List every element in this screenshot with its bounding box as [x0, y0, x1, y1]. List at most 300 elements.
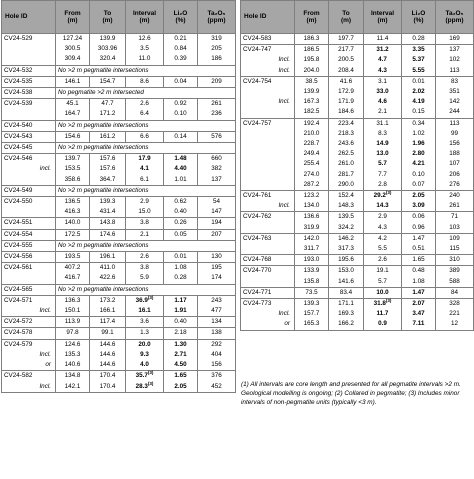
- from-cell: 113.9: [56, 317, 90, 328]
- li2o-cell: 0.28: [402, 34, 436, 45]
- hole-id-cell: [2, 273, 56, 284]
- interval-cell: 17.9: [126, 154, 164, 165]
- interval-cell: 5.7: [364, 277, 402, 288]
- table-row: [241, 149, 474, 159]
- hole-id-cell: CV24-579: [2, 339, 56, 350]
- hole-id-cell: CV24-549: [2, 185, 56, 196]
- to-cell: 217.7: [329, 45, 364, 56]
- ta2o5-cell: 351: [436, 87, 474, 97]
- interval-cell: 8.6: [126, 76, 164, 87]
- table-row: [241, 55, 474, 65]
- hole-id-cell: or: [2, 360, 56, 371]
- from-cell: 274.0: [295, 170, 329, 180]
- from-cell: 164.7: [56, 109, 90, 120]
- li2o-cell: 0.39: [164, 54, 198, 65]
- li2o-cell: 0.92: [164, 99, 198, 110]
- hole-id-cell: CV24-571: [2, 295, 56, 306]
- interval-cell: 10.0: [364, 287, 402, 298]
- hole-id-cell: [241, 159, 295, 169]
- interval-header: Interval (m): [126, 1, 164, 34]
- table-row: [241, 180, 474, 191]
- li2o-cell: 0.40: [164, 207, 198, 218]
- hole-id-cell: Incl.: [241, 66, 295, 77]
- ta2o5-cell: 206: [436, 170, 474, 180]
- li2o-cell: 1.48: [164, 154, 198, 165]
- interval-cell: 2.9: [126, 197, 164, 208]
- from-cell: 127.24: [56, 34, 90, 45]
- li2o-cell: 0.28: [164, 273, 198, 284]
- li2o-cell: 4.19: [402, 97, 436, 107]
- li2o-cell: 1.01: [164, 175, 198, 186]
- from-cell: 157.7: [295, 309, 329, 319]
- hole-id-cell: CV24-561: [2, 263, 56, 274]
- note-cell: No >2 m pegmatite intersections: [56, 120, 236, 131]
- hole-id-cell: Incl.: [2, 306, 56, 317]
- note-cell: No >2 m pegmatite intersections: [56, 185, 236, 196]
- from-cell: 249.4: [295, 149, 329, 159]
- to-cell: 171.2: [90, 109, 126, 120]
- table-row: [241, 223, 474, 234]
- from-cell: 416.3: [56, 207, 90, 218]
- ta2o5-cell: 12: [436, 319, 474, 330]
- from-cell: 135.8: [295, 277, 329, 288]
- interval-cell: 7.7: [364, 170, 402, 180]
- ta2o5-cell: 188: [436, 149, 474, 159]
- ta2o5-cell: 236: [198, 109, 236, 120]
- ta2o5-cell: 169: [436, 34, 474, 45]
- table-row: [241, 244, 474, 255]
- interval-cell: 5.5: [364, 244, 402, 255]
- to-cell: 139.9: [90, 34, 126, 45]
- to-cell: 261.0: [329, 159, 364, 169]
- to-cell: 208.4: [329, 66, 364, 77]
- to-cell: 422.6: [90, 273, 126, 284]
- from-header: From (m): [295, 1, 329, 34]
- table-row: [2, 382, 236, 393]
- to-cell: 184.6: [329, 107, 364, 118]
- ta2o5-cell: 156: [436, 139, 474, 149]
- hole-id-cell: CV24-550: [2, 197, 56, 208]
- table-row: [2, 295, 236, 306]
- to-cell: 148.3: [329, 201, 364, 212]
- table-row: [2, 350, 236, 360]
- to-cell: 161.2: [90, 131, 126, 142]
- ta2o5-header: Ta₂O₅ (ppm): [436, 1, 474, 34]
- hole-id-cell: [241, 277, 295, 288]
- note-cell: No pegmatite >2 m intersected: [56, 88, 236, 99]
- from-header: From (m): [56, 1, 90, 34]
- ta2o5-header: Ta₂O₅ (ppm): [198, 1, 236, 34]
- table-row: [2, 263, 236, 274]
- to-cell: 195.6: [329, 255, 364, 266]
- hole-id-cell: CV24-582: [2, 371, 56, 382]
- hole-id-cell: CV24-532: [2, 65, 56, 76]
- to-cell: 317.3: [329, 244, 364, 255]
- interval-cell: 2.6: [364, 255, 402, 266]
- ta2o5-cell: 84: [436, 287, 474, 298]
- from-cell: 358.6: [56, 175, 90, 186]
- from-cell: 97.8: [56, 328, 90, 339]
- table-row: [2, 54, 236, 65]
- hole-id-cell: [2, 54, 56, 65]
- table-row: [241, 266, 474, 277]
- li2o-cell: 0.84: [164, 44, 198, 54]
- li2o-cell: 2.80: [402, 149, 436, 159]
- li2o-cell: 5.55: [402, 66, 436, 77]
- to-cell: 281.7: [329, 170, 364, 180]
- table-row: [2, 284, 236, 295]
- li2o-header: Li₂O (%): [402, 1, 436, 34]
- to-cell: 141.6: [329, 277, 364, 288]
- interval-cell: 36.9$^{(3)}$: [126, 295, 164, 306]
- from-cell: 136.5: [56, 197, 90, 208]
- interval-cell: 31.1: [364, 118, 402, 129]
- table-row: [241, 139, 474, 149]
- to-cell: 197.7: [329, 34, 364, 45]
- right-table-body: [241, 34, 474, 331]
- interval-cell: 4.6: [364, 97, 402, 107]
- to-cell: 153.0: [329, 266, 364, 277]
- ta2o5-cell: 54: [198, 197, 236, 208]
- ta2o5-cell: 194: [198, 218, 236, 229]
- to-cell: 157.6: [90, 154, 126, 165]
- table-row: [241, 118, 474, 129]
- ta2o5-cell: 109: [436, 233, 474, 244]
- hole-id-header: Hole ID: [2, 1, 56, 34]
- footnote-marker: (3): [147, 380, 154, 386]
- hole-id-cell: CV24-539: [2, 99, 56, 110]
- ta2o5-cell: 147: [198, 207, 236, 218]
- right-assay-table: [240, 0, 474, 331]
- from-cell: 123.2: [295, 191, 329, 202]
- hole-id-cell: CV24-757: [241, 118, 295, 129]
- to-cell: 411.0: [90, 263, 126, 274]
- interval-cell: 2.6: [126, 99, 164, 110]
- table-row: [241, 45, 474, 56]
- interval-cell: 2.8: [364, 180, 402, 191]
- note-cell: No >2 m pegmatite intersections: [56, 240, 236, 251]
- hole-id-cell: Incl.: [241, 55, 295, 65]
- ta2o5-cell: 156: [198, 360, 236, 371]
- from-cell: 204.0: [295, 66, 329, 77]
- to-cell: 144.6: [90, 360, 126, 371]
- from-cell: 195.8: [295, 55, 329, 65]
- to-cell: 243.6: [329, 139, 364, 149]
- interval-cell: 29.2$^{(3)}$: [364, 191, 402, 202]
- interval-cell: 14.3: [364, 201, 402, 212]
- from-cell: 309.4: [56, 54, 90, 65]
- to-cell: 262.5: [329, 149, 364, 159]
- table-row: [2, 371, 236, 382]
- interval-cell: 14.9: [364, 139, 402, 149]
- table-row: [241, 277, 474, 288]
- interval-cell: 2.1: [364, 107, 402, 118]
- li2o-cell: 1.47: [402, 233, 436, 244]
- hole-id-cell: CV24-768: [241, 255, 295, 266]
- hole-id-cell: CV24-763: [241, 233, 295, 244]
- ta2o5-cell: 71: [436, 212, 474, 223]
- table-row: [2, 154, 236, 165]
- interval-cell: 3.5: [126, 44, 164, 54]
- table-row: [2, 240, 236, 251]
- from-cell: 300.5: [56, 44, 90, 54]
- ta2o5-cell: 382: [198, 164, 236, 174]
- table-row: [241, 201, 474, 212]
- hole-id-cell: CV24-572: [2, 317, 56, 328]
- interval-cell: 4.7: [364, 55, 402, 65]
- table-row: [2, 131, 236, 142]
- li2o-cell: 2.71: [164, 350, 198, 360]
- interval-cell: 20.0: [126, 339, 164, 350]
- li2o-cell: 0.96: [402, 223, 436, 234]
- interval-cell: 6.1: [126, 175, 164, 186]
- ta2o5-cell: 134: [198, 317, 236, 328]
- hole-id-cell: CV24-578: [2, 328, 56, 339]
- from-cell: 134.8: [56, 371, 90, 382]
- ta2o5-cell: 130: [198, 252, 236, 263]
- to-cell: 223.4: [329, 118, 364, 129]
- hole-id-cell: [2, 207, 56, 218]
- li2o-cell: 1.65: [164, 371, 198, 382]
- interval-cell: 12.6: [126, 34, 164, 45]
- from-cell: 140.0: [56, 218, 90, 229]
- li2o-cell: 0.10: [402, 170, 436, 180]
- left-table-body: [2, 34, 236, 393]
- li2o-cell: 2.18: [164, 328, 198, 339]
- table-row: [241, 212, 474, 223]
- table-row: [241, 159, 474, 169]
- from-cell: 139.7: [56, 154, 90, 165]
- hole-id-cell: Incl.: [241, 201, 295, 212]
- to-cell: 431.4: [90, 207, 126, 218]
- table-row: [2, 175, 236, 186]
- table-row: [2, 197, 236, 208]
- note-cell: No >2 m pegmatite intersections: [56, 143, 236, 154]
- li2o-cell: 0.34: [402, 118, 436, 129]
- table-row: [2, 88, 236, 99]
- hole-id-cell: [241, 149, 295, 159]
- hole-id-cell: CV24-771: [241, 287, 295, 298]
- li2o-cell: 0.01: [164, 252, 198, 263]
- table-row: [2, 99, 236, 110]
- interval-cell: 11.7: [364, 309, 402, 319]
- hole-id-cell: CV24-762: [241, 212, 295, 223]
- table-row: [241, 319, 474, 330]
- interval-cell: 1.3: [126, 328, 164, 339]
- from-cell: 134.0: [295, 201, 329, 212]
- hole-id-cell: CV24-773: [241, 299, 295, 310]
- interval-cell: 33.0: [364, 87, 402, 97]
- table-row: [2, 317, 236, 328]
- hole-id-cell: Incl.: [2, 382, 56, 393]
- li2o-cell: 0.14: [164, 131, 198, 142]
- hole-id-cell: incl.: [2, 164, 56, 174]
- to-cell: 290.0: [329, 180, 364, 191]
- from-cell: 153.5: [56, 164, 90, 174]
- interval-cell: 4.3: [364, 66, 402, 77]
- interval-cell: 6.4: [126, 109, 164, 120]
- li2o-header: Li₂O (%): [164, 1, 198, 34]
- hole-id-cell: [2, 109, 56, 120]
- to-cell: 146.2: [329, 233, 364, 244]
- li2o-cell: 1.65: [402, 255, 436, 266]
- ta2o5-cell: 209: [198, 76, 236, 87]
- li2o-cell: 0.62: [164, 197, 198, 208]
- to-cell: 157.6: [90, 164, 126, 174]
- ta2o5-cell: 244: [436, 107, 474, 118]
- interval-cell: 3.8: [126, 263, 164, 274]
- to-cell: 139.3: [90, 197, 126, 208]
- from-cell: 186.3: [295, 34, 329, 45]
- from-cell: 142.0: [295, 233, 329, 244]
- li2o-cell: 0.51: [402, 244, 436, 255]
- note-cell: No >2 m pegmatite intersections: [56, 65, 236, 76]
- li2o-cell: 0.26: [164, 218, 198, 229]
- li2o-cell: 0.40: [164, 317, 198, 328]
- table-row: [241, 299, 474, 310]
- to-cell: 139.5: [329, 212, 364, 223]
- table-row: [241, 191, 474, 202]
- li2o-cell: 7.11: [402, 319, 436, 330]
- hole-id-cell: CV24-754: [241, 76, 295, 87]
- from-cell: 139.9: [295, 87, 329, 97]
- from-cell: 407.2: [56, 263, 90, 274]
- header-row: [2, 1, 236, 34]
- to-cell: 200.5: [329, 55, 364, 65]
- to-cell: 218.3: [329, 129, 364, 139]
- from-cell: 45.1: [56, 99, 90, 110]
- hole-id-cell: CV24-554: [2, 229, 56, 240]
- table-row: [2, 76, 236, 87]
- interval-cell: 4.3: [364, 223, 402, 234]
- hole-id-cell: [2, 44, 56, 54]
- hole-id-cell: CV24-529: [2, 34, 56, 45]
- hole-id-cell: [241, 129, 295, 139]
- interval-cell: 15.0: [126, 207, 164, 218]
- ta2o5-cell: 186: [198, 54, 236, 65]
- hole-id-cell: CV24-583: [241, 34, 295, 45]
- ta2o5-cell: 207: [198, 229, 236, 240]
- ta2o5-cell: 376: [198, 371, 236, 382]
- from-cell: 73.5: [295, 287, 329, 298]
- from-cell: 136.3: [56, 295, 90, 306]
- table-row: [241, 97, 474, 107]
- from-cell: 135.3: [56, 350, 90, 360]
- interval-header: Interval (m): [364, 1, 402, 34]
- li2o-cell: 0.10: [164, 109, 198, 120]
- interval-cell: 5.7: [364, 159, 402, 169]
- from-cell: 255.4: [295, 159, 329, 169]
- table-row: [241, 129, 474, 139]
- hole-id-cell: or: [241, 319, 295, 330]
- interval-cell: 35.7$^{(3)}$: [126, 371, 164, 382]
- ta2o5-cell: 102: [436, 55, 474, 65]
- table-row: [2, 328, 236, 339]
- li2o-cell: 2.05: [164, 382, 198, 393]
- interval-cell: 9.3: [126, 350, 164, 360]
- from-cell: 186.5: [295, 45, 329, 56]
- hole-id-header: Hole ID: [241, 1, 295, 34]
- table-row: [241, 66, 474, 77]
- li2o-cell: 1.30: [164, 339, 198, 350]
- from-cell: 124.6: [56, 339, 90, 350]
- li2o-cell: 2.07: [402, 299, 436, 310]
- hole-id-cell: CV24-543: [2, 131, 56, 142]
- to-cell: 196.1: [90, 252, 126, 263]
- to-cell: 143.8: [90, 218, 126, 229]
- interval-cell: 3.8: [126, 218, 164, 229]
- li2o-cell: 1.02: [402, 129, 436, 139]
- table-row: [2, 164, 236, 174]
- ta2o5-cell: 404: [198, 350, 236, 360]
- from-cell: 139.3: [295, 299, 329, 310]
- from-cell: 165.3: [295, 319, 329, 330]
- to-cell: 364.7: [90, 175, 126, 186]
- hole-id-cell: CV24-747: [241, 45, 295, 56]
- from-cell: 192.4: [295, 118, 329, 129]
- hole-id-cell: [241, 223, 295, 234]
- ta2o5-cell: 477: [198, 306, 236, 317]
- interval-cell: 11.0: [126, 54, 164, 65]
- header-row: [241, 1, 474, 34]
- li2o-cell: 0.01: [402, 76, 436, 87]
- from-cell: 133.9: [295, 266, 329, 277]
- to-cell: 166.1: [90, 306, 126, 317]
- li2o-cell: 3.47: [402, 309, 436, 319]
- li2o-cell: 1.91: [164, 306, 198, 317]
- table-row: [2, 339, 236, 350]
- table-row: [2, 44, 236, 54]
- table-row: [241, 309, 474, 319]
- hole-id-cell: [241, 244, 295, 255]
- from-cell: 416.7: [56, 273, 90, 284]
- hole-id-cell: CV24-540: [2, 120, 56, 131]
- ta2o5-cell: 137: [198, 175, 236, 186]
- hole-id-cell: [241, 139, 295, 149]
- li2o-cell: 1.17: [164, 295, 198, 306]
- to-cell: 171.1: [329, 299, 364, 310]
- li2o-cell: 3.09: [402, 201, 436, 212]
- ta2o5-cell: 310: [436, 255, 474, 266]
- to-cell: 166.2: [329, 319, 364, 330]
- hole-id-cell: [2, 175, 56, 186]
- li2o-cell: 1.08: [164, 263, 198, 274]
- interval-cell: 2.6: [126, 252, 164, 263]
- li2o-cell: 1.47: [402, 287, 436, 298]
- interval-cell: 2.9: [364, 212, 402, 223]
- ta2o5-cell: 588: [436, 277, 474, 288]
- ta2o5-cell: 319: [198, 34, 236, 45]
- from-cell: 319.9: [295, 223, 329, 234]
- to-cell: 170.4: [90, 371, 126, 382]
- from-cell: 140.6: [56, 360, 90, 371]
- to-cell: 324.2: [329, 223, 364, 234]
- li2o-cell: 5.37: [402, 55, 436, 65]
- from-cell: 142.1: [56, 382, 90, 393]
- hole-id-cell: [241, 170, 295, 180]
- table-row: [2, 306, 236, 317]
- ta2o5-cell: 137: [436, 45, 474, 56]
- hole-id-cell: Incl.: [2, 350, 56, 360]
- hole-id-cell: CV24-556: [2, 252, 56, 263]
- to-cell: 320.4: [90, 54, 126, 65]
- table-row: [2, 218, 236, 229]
- footnote-marker: (3): [147, 294, 154, 300]
- ta2o5-cell: 328: [436, 299, 474, 310]
- to-cell: 144.6: [90, 339, 126, 350]
- li2o-cell: 0.06: [402, 212, 436, 223]
- ta2o5-cell: 113: [436, 118, 474, 129]
